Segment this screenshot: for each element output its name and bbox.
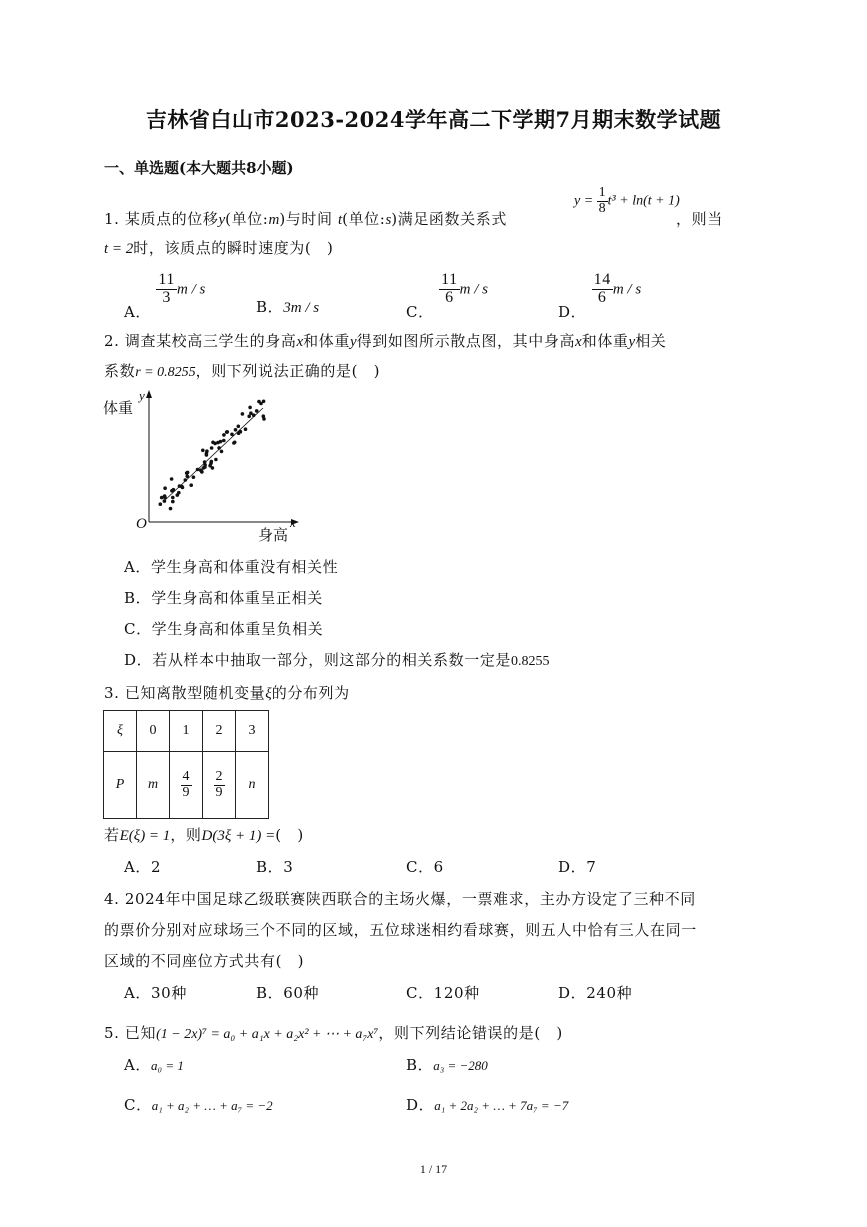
q2-line1	[104, 330, 666, 351]
scatter-point	[201, 449, 205, 453]
q5-b-label: B．	[406, 1056, 434, 1074]
scatter-point	[262, 414, 266, 418]
frac-num: 2	[215, 768, 223, 784]
q3-condition	[104, 824, 304, 845]
scatter-point	[200, 470, 204, 474]
q5-option-b[interactable]	[406, 1054, 488, 1075]
table-cell: 2	[203, 711, 236, 752]
q2-y2: y	[628, 334, 636, 350]
q4-option-a[interactable]: A．30种	[124, 984, 187, 1002]
scatter-point	[210, 446, 214, 450]
y-axis-arrow	[146, 390, 152, 398]
scatter-point	[230, 433, 234, 437]
scatter-point	[233, 441, 237, 445]
scatter-point	[170, 489, 174, 493]
y-axis-label: 体重	[103, 399, 134, 417]
frac-den: 9	[215, 784, 223, 800]
scatter-point	[257, 400, 261, 404]
scatter-point	[163, 486, 167, 490]
q4-option-b[interactable]: B．60种	[256, 984, 320, 1002]
q1-option-c[interactable]	[406, 271, 489, 322]
q5-text-b: ，则下列结论错误的是( )	[378, 1024, 563, 1042]
q5-c-math: a₁ + a₂ + … + a₇ = −2	[151, 1098, 273, 1113]
q2-text-g: ，则下列说法正确的是( )	[195, 362, 381, 380]
q4-line2: 的票价分别对应球场三个不同的区域，五位球迷相约看球赛，则五人中恰有三人在同一	[104, 921, 697, 939]
q1-text2: )与时间	[279, 210, 333, 228]
q1-a-den: 3	[162, 288, 172, 306]
scatter-point	[189, 483, 193, 487]
scatter-point	[163, 499, 167, 503]
q3-cond-c: ( )	[275, 826, 304, 844]
scatter-point	[208, 464, 212, 468]
scatter-point	[262, 400, 266, 404]
q5-a-math: a₀ = 1	[151, 1058, 184, 1073]
origin-label: O	[136, 516, 147, 532]
q1-d-den: 6	[597, 288, 607, 306]
q4-line3: 区域的不同座位方式共有( )	[104, 952, 305, 970]
q1-text: 1. 某质点的位移	[104, 210, 219, 228]
q5-line1	[104, 1022, 563, 1043]
q1-d-num: 14	[593, 271, 611, 288]
q5-d-label: D．	[406, 1096, 435, 1114]
q2-text-e: 相关	[635, 332, 667, 350]
distribution-table	[103, 710, 269, 819]
q1-option-b-label: B．	[256, 298, 284, 316]
scatter-point	[239, 430, 243, 434]
table-cell	[170, 752, 203, 819]
q3-option-d[interactable]: D．7	[558, 858, 597, 876]
scatter-point	[220, 450, 224, 454]
q2-x2: x	[575, 334, 582, 350]
q1-option-d[interactable]	[558, 271, 642, 322]
q5-c-label: C．	[124, 1096, 152, 1114]
scatter-point	[171, 496, 175, 500]
page-title: 吉林省白山市2023-2024学年高二下学期7月期末数学试题	[145, 107, 722, 132]
scatter-point	[217, 446, 221, 450]
q1-option-d-label: D．	[558, 303, 587, 322]
q2-option-b[interactable]: B．学生身高和体重呈正相关	[124, 589, 323, 607]
q3-cond-b: ，则	[170, 826, 202, 844]
q3-option-a[interactable]: A．2	[124, 858, 162, 876]
scatter-point	[214, 458, 218, 462]
table-row	[104, 711, 269, 752]
q1-t-eq: t = 2	[104, 241, 134, 257]
section-heading: 一、单选题(本大题共8小题)	[104, 159, 294, 177]
q1-unit1: (单位:	[225, 210, 269, 228]
q1-option-b[interactable]	[256, 296, 319, 317]
scatter-figure	[103, 388, 303, 548]
q2-text-c: 得到如图所示散点图，其中身高	[356, 332, 576, 350]
table-cell: 3	[236, 711, 269, 752]
q1-line2	[104, 237, 333, 258]
table-cell	[203, 752, 236, 819]
q1-y: y	[218, 212, 226, 228]
q5-d-math: a₁ + 2a₂ + … + 7a₇ = −7	[434, 1098, 569, 1113]
q1-option-d-unit: m / s	[612, 281, 642, 298]
q1-s: s	[385, 212, 392, 228]
scatter-point	[244, 427, 248, 431]
frac-den: 9	[182, 784, 190, 800]
scatter-point	[171, 500, 175, 504]
q2-option-d-text: D．若从样本中抽取一部分，则这部分的相关系数一定是	[124, 651, 512, 669]
scatter-point	[255, 409, 259, 413]
q2-option-d[interactable]	[124, 649, 550, 670]
q2-option-c[interactable]: C．学生身高和体重呈负相关	[124, 620, 324, 638]
q2-r-value: r = 0.8255	[135, 365, 196, 380]
table-cell: P	[104, 752, 137, 819]
table-frac	[214, 770, 225, 800]
q2-y: y	[349, 334, 357, 350]
scatter-point	[169, 507, 173, 511]
q2-line2	[104, 360, 380, 381]
scatter-point	[241, 412, 245, 416]
scatter-point	[205, 452, 209, 456]
scatter-point	[211, 441, 215, 445]
y-axis-var: y	[139, 388, 145, 403]
scatter-point	[196, 468, 200, 472]
q4-line1: 4. 2024年中国足球乙级联赛陕西联合的主场火爆，一票难求，主办方设定了三种不同	[104, 890, 696, 908]
q1-frac-num: 1	[598, 185, 606, 200]
page-number: 1 / 17	[419, 1162, 448, 1176]
q1-frac-den: 8	[598, 200, 606, 216]
q1-option-a-frac	[156, 272, 177, 307]
scatter-point	[219, 440, 223, 444]
q3-cond-d: D(3ξ + 1) =	[201, 828, 276, 844]
q3-xi: ξ	[265, 686, 272, 702]
regression-line	[163, 408, 263, 502]
q2-text-f: 系数	[104, 362, 136, 380]
q2-option-d-value: 0.8255	[511, 654, 550, 669]
table-row	[104, 752, 269, 819]
scatter-point	[225, 430, 229, 434]
q1-option-a[interactable]	[124, 271, 206, 322]
q3-text-b: 的分布列为	[271, 684, 350, 702]
q1-line2-text: 时，该质点的瞬时速度为( )	[133, 239, 334, 257]
q5-b-math: a₃ = −280	[433, 1058, 488, 1073]
scatter-point	[186, 475, 190, 479]
q5-a-label: A．	[124, 1056, 152, 1074]
q2-option-a[interactable]: A．学生身高和体重没有相关性	[124, 558, 339, 576]
q3-line1	[104, 682, 350, 703]
scatter-point	[252, 413, 256, 417]
scatter-point	[247, 415, 251, 419]
table-frac	[181, 770, 192, 800]
x-axis-label: 身高	[258, 526, 289, 544]
q1-t: t	[337, 212, 343, 228]
q2-text-a: 2. 调查某校高三学生的身高	[104, 332, 297, 350]
table-cell: n	[236, 752, 269, 819]
q4-option-d[interactable]: D．240种	[558, 984, 633, 1002]
scatter-points	[159, 400, 266, 511]
scatter-point	[163, 496, 167, 500]
scatter-point	[237, 425, 241, 429]
q5-text-a: 5. 已知	[104, 1024, 157, 1042]
q2-text-d: 和体重	[581, 332, 629, 350]
q5-option-a[interactable]	[124, 1054, 184, 1075]
q1-m: m	[268, 212, 280, 228]
q3-text-a: 3. 已知离散型随机变量	[104, 684, 266, 702]
q1-c-num: 11	[441, 271, 458, 288]
scatter-point	[210, 460, 214, 464]
scatter-point	[159, 502, 163, 506]
q2-text-b: 和体重	[303, 332, 350, 350]
q1-option-c-frac	[439, 272, 460, 307]
table-cell: m	[137, 752, 170, 819]
q1-option-b-value: 3m / s	[283, 300, 320, 316]
scatter-point	[186, 471, 190, 475]
q1-text3: )满足函数关系式	[391, 210, 507, 228]
scatter-point	[170, 477, 174, 481]
q3-cond-a: 若	[104, 826, 120, 844]
q1-line1	[104, 208, 507, 229]
scatter-point	[176, 493, 180, 497]
q3-option-b[interactable]: B．3	[256, 858, 294, 876]
q1-formula	[574, 186, 680, 216]
scatter-point	[184, 478, 188, 482]
scatter-point	[181, 486, 185, 490]
q1-option-d-frac	[592, 272, 613, 307]
scatter-point	[222, 433, 226, 437]
q5-option-c[interactable]	[124, 1094, 273, 1115]
q1-a-num: 11	[158, 271, 176, 288]
scatter-point	[234, 428, 238, 432]
q1-option-a-label: A．	[124, 303, 152, 322]
q1-line1-end: ，则当	[676, 210, 723, 228]
q1-formula-frac	[597, 186, 608, 216]
q5-formula: (1 − 2x)⁷ = a₀ + a₁x + a₂x² + ⋯ + a₇x⁷	[156, 1027, 379, 1042]
q1-c-den: 6	[445, 288, 454, 306]
scatter-point	[203, 460, 207, 464]
table-cell: 1	[170, 711, 203, 752]
frac-num: 4	[182, 768, 190, 784]
q3-option-c[interactable]: C．6	[406, 858, 444, 876]
q1-option-c-unit: m / s	[459, 281, 489, 298]
q3-cond-e: E(ξ) = 1	[119, 828, 171, 844]
q4-option-c[interactable]: C．120种	[406, 984, 480, 1002]
q1-option-c-label: C．	[406, 303, 434, 322]
x-axis-var: x	[290, 515, 296, 530]
scatter-point	[202, 466, 206, 470]
q5-option-d[interactable]	[406, 1094, 568, 1115]
q2-x: x	[296, 334, 304, 350]
q1-formula-rest: t³ + ln(t + 1)	[607, 193, 680, 209]
table-cell: ξ	[104, 711, 137, 752]
scatter-point	[222, 439, 226, 443]
table-cell: 0	[137, 711, 170, 752]
scatter-point	[248, 406, 252, 410]
scatter-point	[192, 475, 196, 479]
q1-option-a-unit: m / s	[177, 281, 206, 298]
q1-unit2: (单位:	[342, 210, 386, 228]
q1-formula-lhs: y =	[574, 193, 594, 209]
